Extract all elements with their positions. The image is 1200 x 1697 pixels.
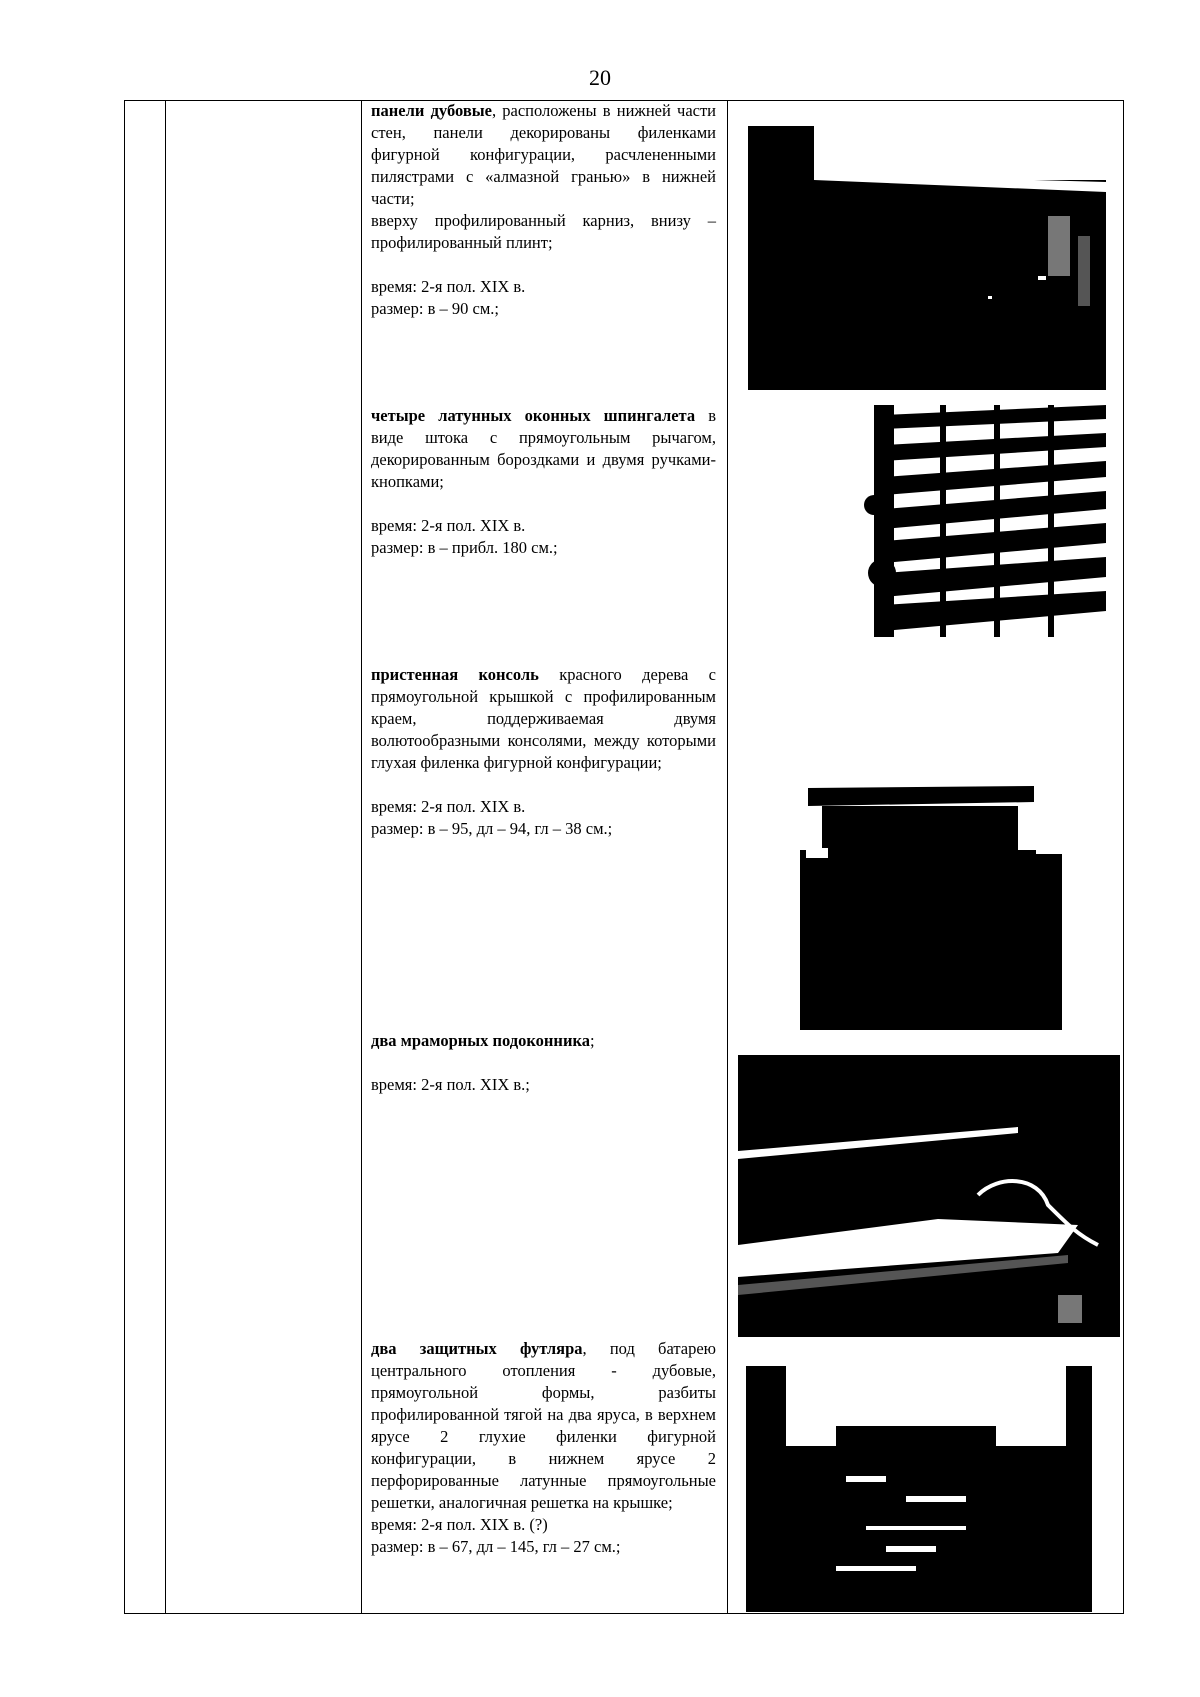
item-extra: вверху профилированный карниз, внизу – профилированный плинт; — [371, 211, 716, 252]
item-description-text: , расположены в нижней части стен, панели декорированы филенками фигурной конфигурации, расчлененными пилястрами с «алмазной гранью» в нижней части; — [371, 101, 717, 208]
list-item — [371, 405, 716, 559]
list-item — [371, 664, 716, 840]
item-description — [371, 1030, 716, 1052]
radiator-cover-photo — [746, 1366, 1092, 1612]
item-description — [371, 664, 716, 774]
item-name: панели дубовые — [371, 101, 492, 120]
marble-sill-photo — [738, 1055, 1120, 1337]
item-description — [371, 405, 716, 493]
item-description-text: красного дерева с прямоугольной крышкой с профилированным краем, поддерживаемая двумя волютообразными консолями, между которыми глухая филенка фигурной конфигурации; — [371, 665, 716, 772]
item-description-text: ; — [589, 1031, 595, 1050]
list-item — [371, 1338, 716, 1558]
item-size: размер: в – 90 см.; — [371, 299, 499, 318]
item-description — [371, 1338, 716, 1514]
item-description-text: в виде штока с прямоугольным рычагом, декорированным бороздками и двумя ручками-кнопками; — [371, 406, 716, 491]
item-time: время: 2-я пол. XIX в.; — [371, 1075, 530, 1094]
table-column-divider — [361, 101, 362, 1613]
window-latch-photo — [844, 405, 1106, 637]
table-column-divider — [727, 101, 728, 1613]
oak-panels-photo — [748, 126, 1106, 390]
item-description — [371, 100, 716, 210]
list-item — [371, 100, 716, 320]
item-name: четыре латунных оконных шпингалета — [371, 406, 696, 425]
item-time: время: 2-я пол. XIX в. (?) — [371, 1515, 548, 1534]
item-time: время: 2-я пол. XIX в. — [371, 277, 526, 296]
item-name: два мраморных подоконника — [371, 1031, 590, 1050]
item-size: размер: в – 67, дл – 145, гл – 27 см.; — [371, 1537, 621, 1556]
item-time: время: 2-я пол. XIX в. — [371, 797, 526, 816]
item-time: время: 2-я пол. XIX в. — [371, 516, 526, 535]
item-size: размер: в – прибл. 180 см.; — [371, 538, 558, 557]
item-name: пристенная консоль — [371, 665, 539, 684]
item-size: размер: в – 95, дл – 94, гл – 38 см.; — [371, 819, 613, 838]
table-column-divider — [165, 101, 166, 1613]
list-item — [371, 1030, 716, 1096]
item-description-text: , под батарею центрального отопления - дубовые, прямоугольной формы, разбиты профилированной тягой на два яруса, в верхнем ярусе 2 глухие филенки фигурной конфигурации, в нижнем ярусе 2 перфорированные латунные прямоугольные решетки, аналогичная решетка на крышке; — [371, 1339, 716, 1512]
wall-console-photo — [800, 780, 1062, 1030]
item-name: два защитных футляра — [371, 1339, 583, 1358]
page-number: 20 — [589, 65, 611, 90]
